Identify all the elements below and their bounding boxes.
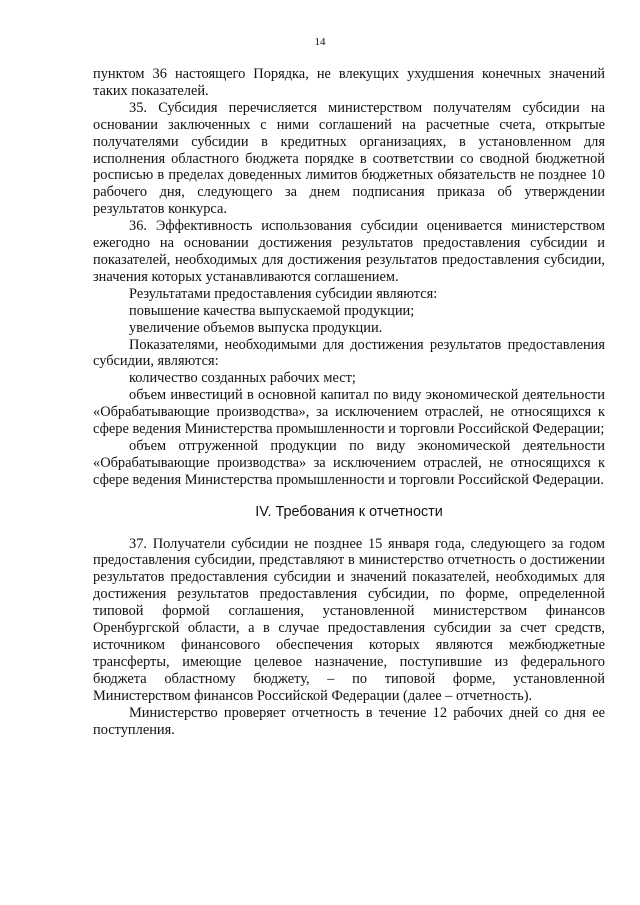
list-item-investments: объем инвестиций в основной капитал по виду экономической деятельности «Обрабатывающие производства», за исключением отраслей, не относящихся к сфере ведения Министерства промышленности и торговли Российской Федерации; <box>93 387 605 438</box>
paragraph-results-intro: Результатами предоставления субсидии являются: <box>129 285 438 302</box>
list-item-jobs: количество созданных рабочих мест; <box>129 370 356 387</box>
paragraph-37: 37. Получатели субсидии не позднее 15 января года, следующего за годом предоставления субсидии, представляют в министерство отчетность о достижении результатов предоставления субсидии и значений показателей, необходимых для достижения результатов предоставления субсидии, по форме, определенной типовой формой соглашения, установленной министерством финансов Оренбургской области, а в случае предоставления субсидии за счет средств, источником финансового обеспечения которых являются межбюджетные трансферты, имеющие целевое назначение, поступившие из федерального бюджета областному бюджету, – по типовой форме, установленной Министерством финансов Российской Федерации (далее – отчетность). <box>93 535 605 704</box>
list-item-quality: повышение качества выпускаемой продукции; <box>129 302 415 319</box>
section-heading: IV. Требования к отчетности <box>255 503 443 520</box>
paragraph-continuation: пунктом 36 настоящего Порядка, не влекущих ухудшения конечных значений таких показателей. <box>93 66 605 99</box>
page-number: 14 <box>314 36 326 48</box>
list-item-volume: увеличение объемов выпуска продукции. <box>129 319 383 336</box>
paragraph-36: 36. Эффективность использования субсидии оценивается министерством ежегодно на основании достижения результатов предоставления субсидии и показателей, необходимых для достижения результатов предоставления субсидии, значения которых устанавливаются соглашением. <box>93 218 605 285</box>
document-body <box>93 66 605 738</box>
list-item-shipped-products: объем отгруженной продукции по виду экономической деятельности «Обрабатывающие производства» за исключением отраслей, не относящихся к сфере ведения Министерства промышленности и торговли Российской Федерации. <box>93 437 605 488</box>
paragraph-35: 35. Субсидия перечисляется министерством получателям субсидии на основании заключенных с ними соглашений на расчетные счета, открытые получателями субсидии в кредитных организациях, в установленном для исполнения областного бюджета порядке в соответствии со сводной бюджетной росписью в пределах доведенных лимитов бюджетных обязательств не позднее 10 рабочего дня, следующего за днем подписания приказа об утверждении результатов конкурса. <box>93 99 605 218</box>
paragraph-indicators-intro: Показателями, необходимыми для достижения результатов предоставления субсидии, являются: <box>93 336 605 370</box>
paragraph-verification: Министерство проверяет отчетность в течение 12 рабочих дней со дня ее поступления. <box>93 704 605 738</box>
